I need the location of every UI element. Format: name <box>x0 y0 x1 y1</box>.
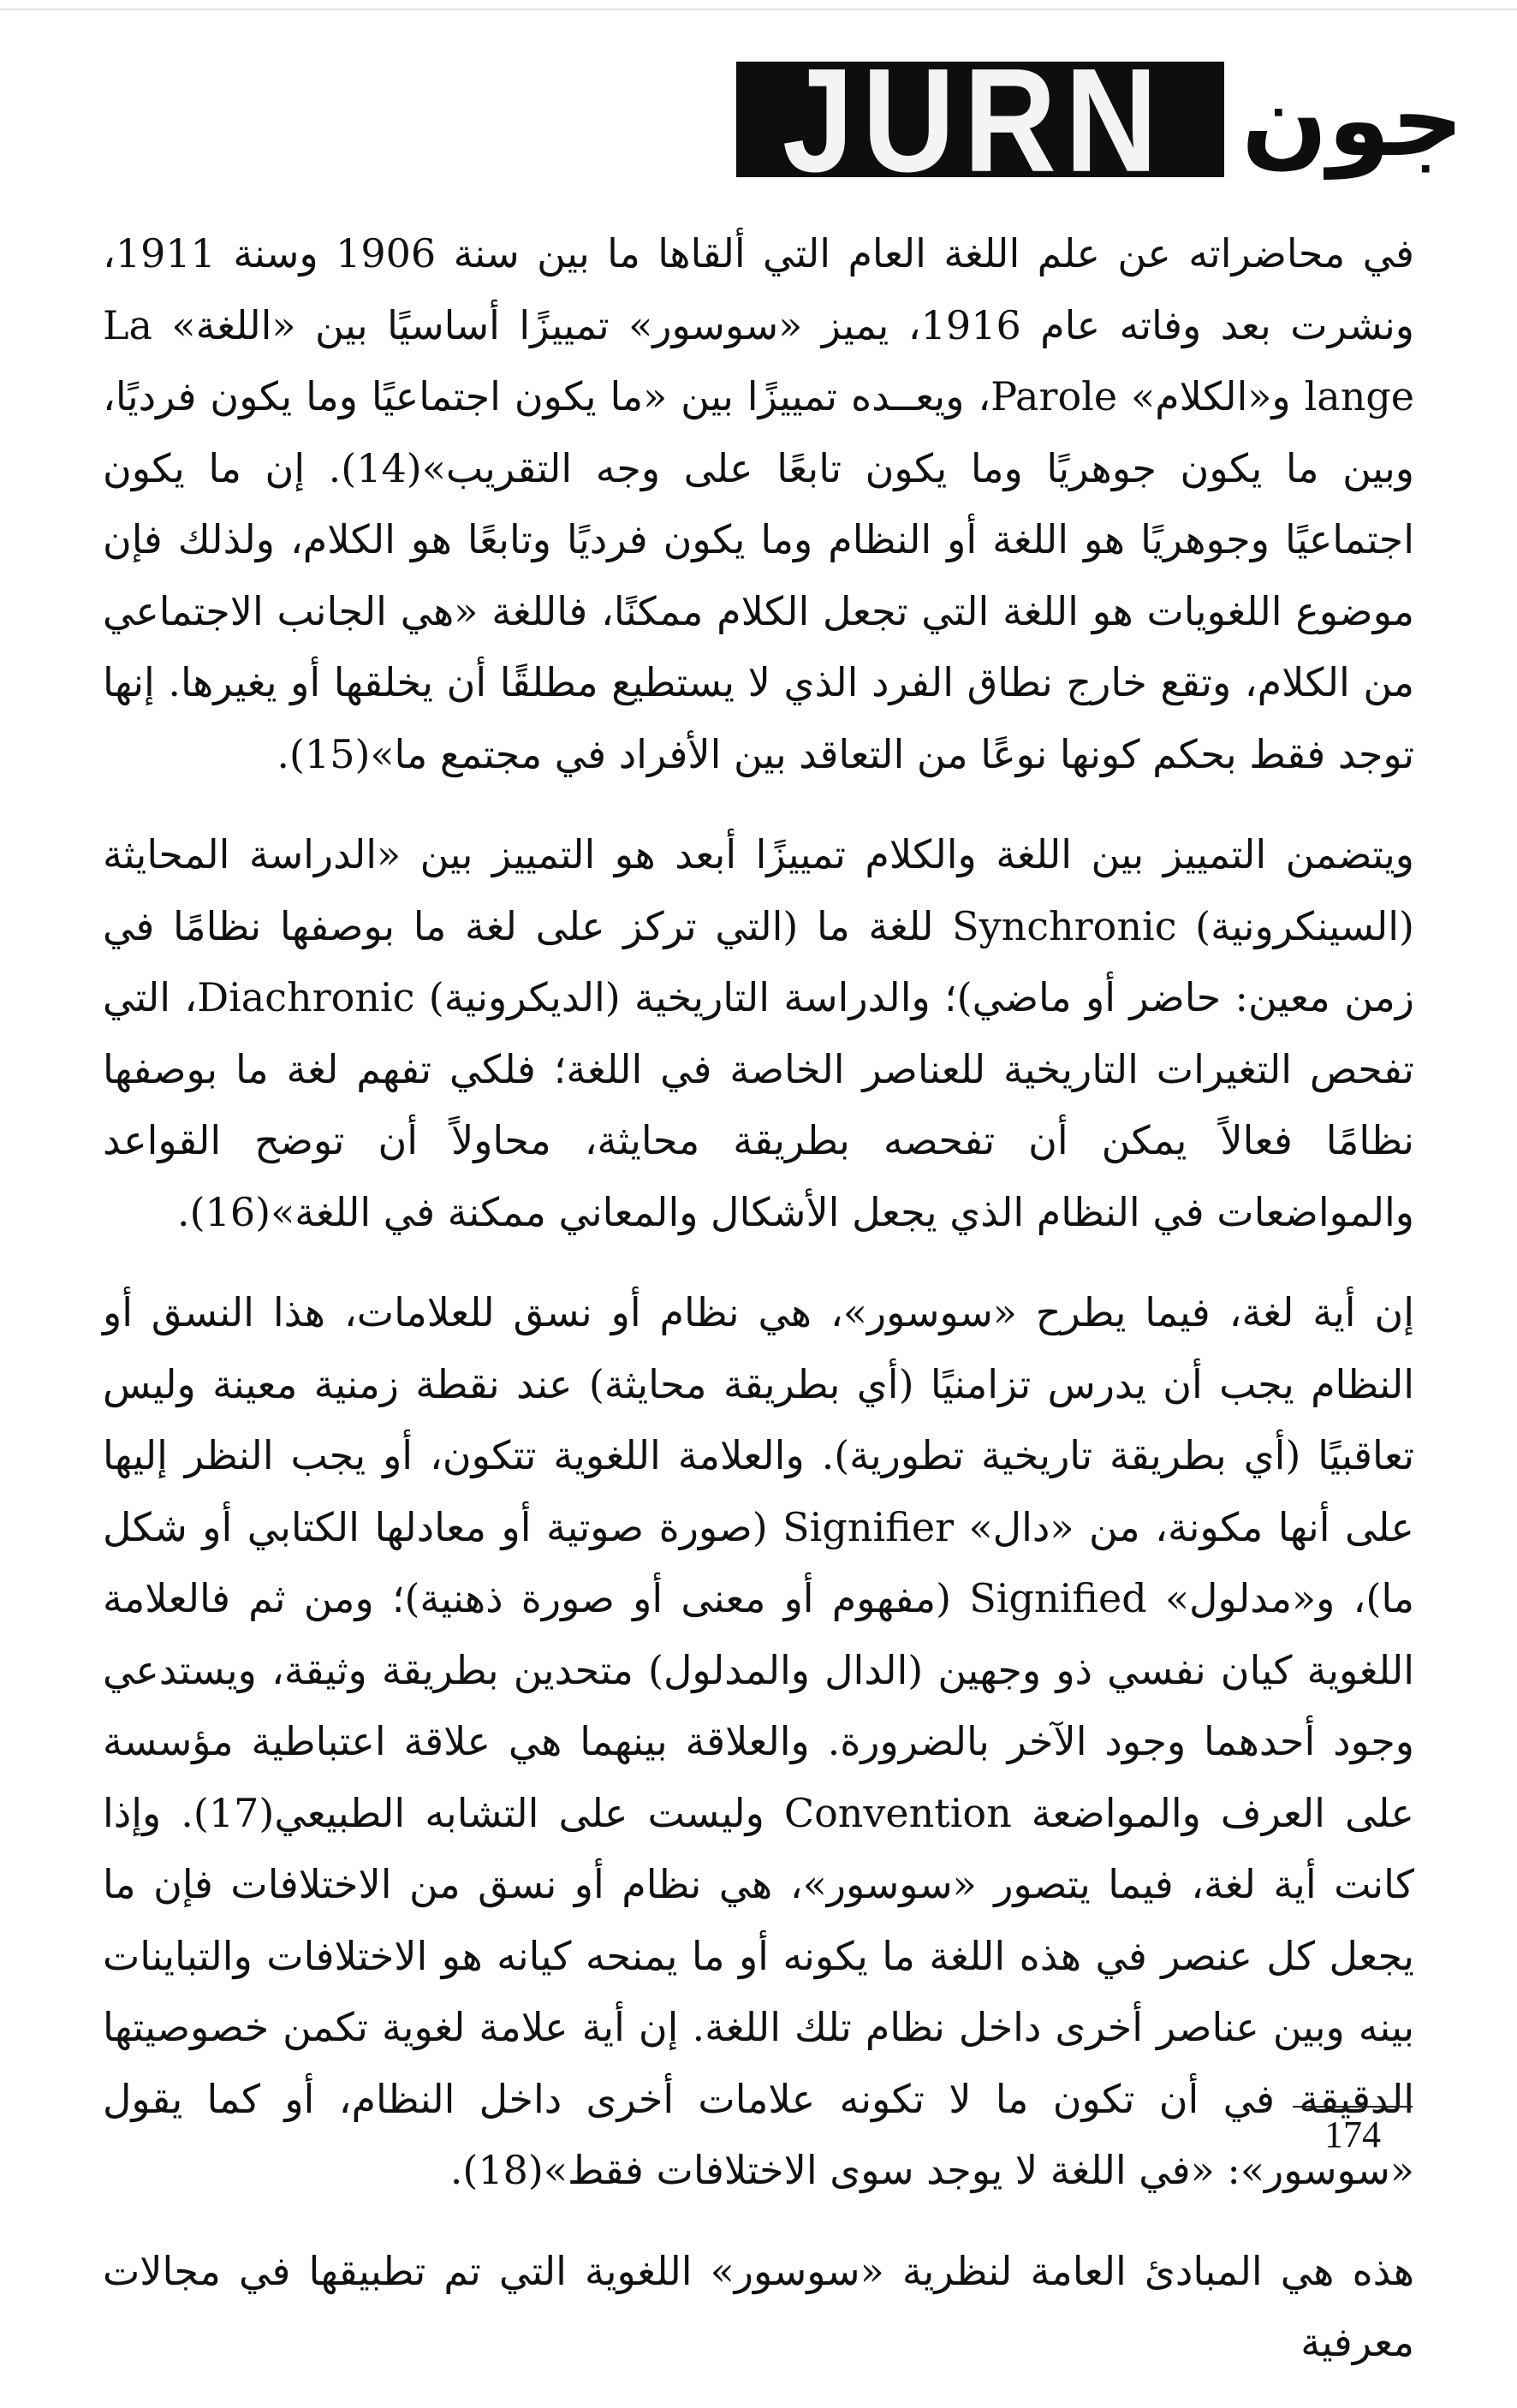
paragraph-3: إن أية لغة، فيما يطرح «سوسور»، هي نظام أو نسق للعلامات، هذا النسق أو النظام يجب أن يدرس تزامنيًا (أي بطريقة محايثة) عند نقطة زمنية معينة وليس تعاقبيًا (أي بطريقة تاريخية تطورية). والعلامة اللغوية تتكون، أو يجب النظر إليها على أنها مكونة، من «دال» Signifier (صورة صوتية أو معادلها الكتابي أو شكل ما)، و«مدلول» Signified (مفهوم أو معنى أو صورة ذهنية)؛ ومن ثم فالعلامة اللغوية كيان نفسي ذو وجهين (الدال والمدلول) متحدين بطريقة وثيقة، ويستدعي وجود أحدهما وجود الآخر بالضرورة. والعلاقة بينهما هي علاقة اعتباطية مؤسسة على العرف والمواضعة Convention وليست على التشابه الطبيعي(17). وإذا كانت أية لغة، فيما يتصور «سوسور»، هي نظام أو نسق من الاختلافات فإن ما يجعل كل عنصر في هذه اللغة ما يكونه أو ما يمنحه كيانه هو الاختلافات والتباينات بينه وبين عناصر أخرى داخل نظام تلك اللغة. إن أية علامة لغوية تكمن خصوصيتها الدقيقة في أن تكون ما لا تكونه علامات أخرى داخل النظام، أو كما يقول «سوسور»: «في اللغة لا يوجد سوى الاختلافات فقط»(18). <box>103 1289 1414 2193</box>
header-rule <box>0 9 1517 10</box>
logo-latin-text: JURN <box>736 62 1212 177</box>
page-footer <box>1293 2106 1413 2156</box>
page-number: 174 <box>1324 2114 1381 2155</box>
paragraph-1: في محاضراته عن علم اللغة العام التي ألقاها ما بين سنة 1906 وسنة 1911، ونشرت بعد وفاته عام 1916، يميز «سوسور» تمييزًا أساسيًا بين «اللغة» La lange و«الكلام» Parole، ويعــده تمييزًا بين «ما يكون اجتماعيًا وما يكون فرديًا، وبين ما يكون جوهريًا وما يكون تابعًا على وجه التقريب»(14). إن ما يكون اجتماعيًا وجوهريًا هو اللغة أو النظام وما يكون فرديًا وتابعًا هو الكلام، ولذلك فإن موضوع اللغويات هو اللغة التي تجعل الكلام ممكنًا، فاللغة «هي الجانب الاجتماعي من الكلام، وتقع خارج نطاق الفرد الذي لا يستطيع مطلقًا أن يخلقها أو يغيرها. إنها توجد فقط بحكم كونها نوعًا من التعاقد بين الأفراد في مجتمع ما»(15). <box>103 230 1415 777</box>
paragraph-4: هذه هي المبادئ العامة لنظرية «سوسور» اللغوية التي تم تطبيقها في مجالات معرفية <box>103 2247 1414 2365</box>
article-body <box>103 218 1414 2408</box>
paragraph-2: ويتضمن التمييز بين اللغة والكلام تمييزًا أبعد هو التمييز بين «الدراسة المحايثة (السينكرونية) Synchronic للغة ما (التي تركز على لغة ما بوصفها نظامًا في زمن معين: حاضر أو ماضي)؛ والدراسة التاريخية (الديكرونية) Diachronic، التي تفحص التغيرات التاريخية للعناصر الخاصة في اللغة؛ فلكي تفهم لغة ما بوصفها نظامًا فعالاً يمكن أن تفحصه بطريقة محايثة، محاولاً أن توضح القواعد والمواضعات في النظام الذي يجعل الأشكال والمعاني ممكنة في اللغة»(16). <box>103 831 1414 1235</box>
journal-logo <box>736 62 1481 177</box>
logo-arabic-text: جون <box>1212 62 1481 177</box>
